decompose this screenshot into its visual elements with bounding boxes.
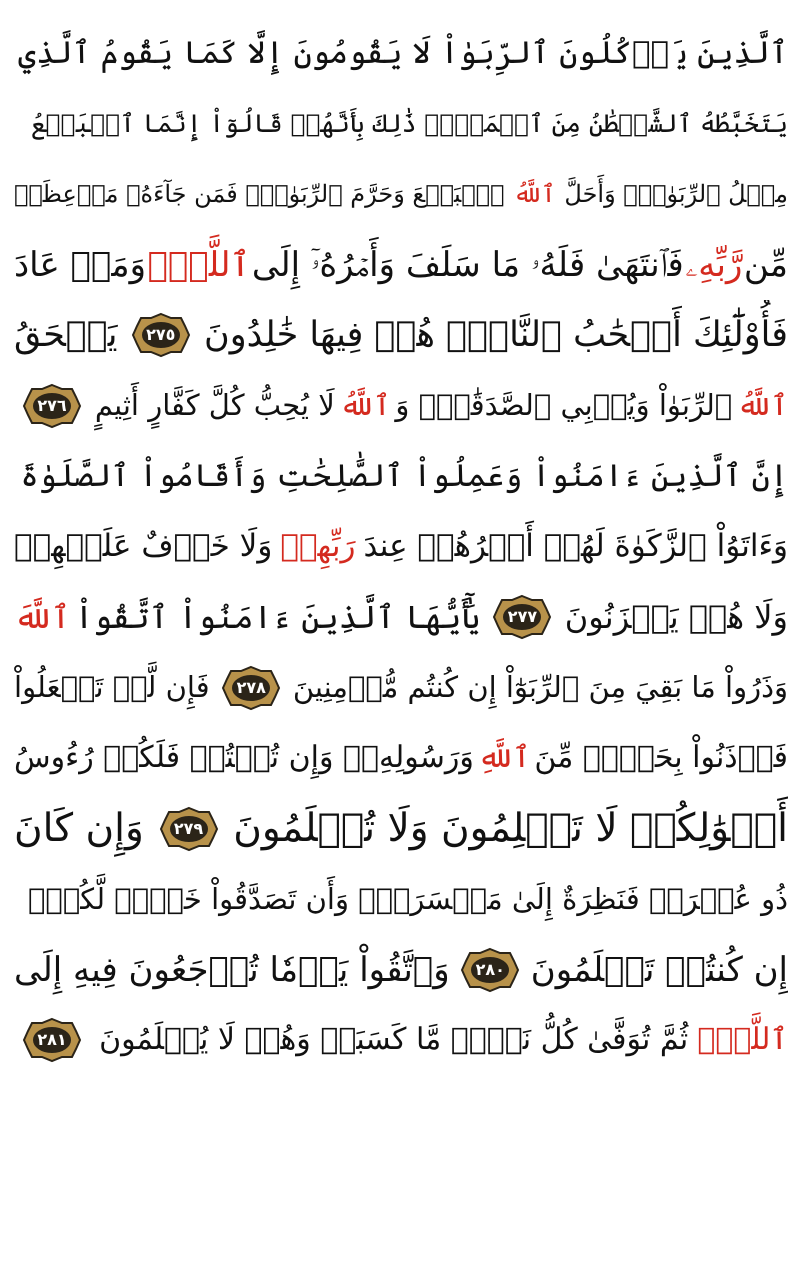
divine-name-text: رَبِّهِمۡ [280, 528, 356, 565]
verse-text: وَلَا خَوۡفٌ عَلَيۡهِمۡ [14, 528, 273, 565]
verse-text: ٱلَّذِينَ يَأۡكُلُونَ ٱلرِّبَوٰاْ لَا يَقُومُونَ إِلَّا كَمَا يَقُومُ ٱلَّذِي [18, 34, 788, 71]
divine-name-text: ٱللَّهُ [339, 388, 391, 423]
verse-line [14, 723, 788, 794]
verse-end-marker [131, 312, 191, 358]
divine-name-text: ٱللَّهِۖ [697, 1022, 788, 1058]
verse-number: ٢٨١ [37, 1030, 67, 1050]
verse-text: مِّن [743, 244, 788, 285]
verse-end-marker [159, 806, 219, 852]
verse-text: لَا يُحِبُّ كُلَّ كَفَّارٍ أَثِيمٍ [94, 388, 335, 423]
verse-text: ٱلرِّبَوٰاْ وَيُرۡبِي ٱلصَّدَقَٰتِۗ وَ [395, 388, 733, 423]
verse-number: ٢٨٠ [475, 959, 505, 979]
verse-text: وَلَا هُمۡ يَحۡزَنُونَ [564, 598, 788, 637]
verse-line [14, 512, 788, 583]
verse-text: إِن كُنتُمۡ تَعۡلَمُونَ [530, 949, 788, 990]
verse-line [14, 935, 788, 1006]
verse-end-marker [492, 594, 552, 640]
verse-line [14, 441, 788, 512]
verse-text: وَإِن كَانَ [14, 806, 144, 852]
verse-line [14, 159, 788, 230]
verse-text: فَٱنتَهَىٰ فَلَهُۥ مَا سَلَفَ وَأَمۡرُهُۥٓ إِلَى [251, 244, 684, 285]
verse-text: فَإِن لَّمۡ تَفۡعَلُواْ [14, 670, 210, 705]
divine-name-text: ٱللَّهِۖ [147, 244, 251, 285]
verse-line [14, 582, 788, 653]
divine-name-text: ٱللَّهُ [737, 388, 788, 423]
verse-line [14, 864, 788, 935]
verse-end-marker [221, 665, 281, 711]
verse-text: يَمۡحَقُ [14, 314, 118, 355]
verse-line [14, 371, 788, 442]
verse-line [14, 1005, 788, 1076]
verse-line [14, 300, 788, 371]
verse-text: أَمۡوَٰلِكُمۡ لَا تَظۡلِمُونَ وَلَا تُظۡلَمُونَ [233, 806, 788, 852]
divine-name-text: ٱللَّهُ [513, 180, 556, 209]
verse-number: ٢٧٨ [236, 677, 266, 697]
verse-text: ذُو عُسۡرَةٖ فَنَظِرَةٌ إِلَىٰ مَيۡسَرَةٖۚ وَأَن تَصَدَّقُواْ خَيۡرٞ لَّكُمۡۖ [28, 881, 788, 916]
verse-text: يَٰٓأَيُّهَا ٱلَّذِينَ ءَامَنُواْ ٱتَّقُواْ [74, 598, 481, 637]
verse-number: ٢٧٩ [173, 818, 204, 838]
verse-end-marker [460, 947, 520, 993]
verse-line [14, 230, 788, 301]
verse-text: وَٱتَّقُواْ يَوۡمٗا تُرۡجَعُونَ فِيهِ إِلَى [14, 949, 450, 990]
verse-lines [14, 18, 788, 1076]
verse-end-marker [22, 1017, 82, 1063]
divine-name-text: ٱللَّهِ [477, 740, 531, 776]
verse-number: ٢٧٧ [507, 607, 538, 627]
verse-number: ٢٧٥ [146, 325, 176, 345]
verse-line [14, 653, 788, 724]
verse-text: وَذَرُواْ مَا بَقِيَ مِنَ ٱلرِّبَوٰٓاْ إِن كُنتُم مُّؤۡمِنِينَ [292, 670, 788, 705]
verse-text: وَرَسُولِهِۦۖ وَإِن تُبۡتُمۡ فَلَكُمۡ رُءُوسُ [14, 740, 474, 776]
verse-line [14, 18, 788, 89]
verse-line [14, 89, 788, 160]
verse-text: مِثۡلُ ٱلرِّبَوٰاْۗ وَأَحَلَّ [564, 180, 788, 209]
divine-name-text: رَّبِّهِۦ [685, 244, 743, 285]
verse-end-marker [22, 383, 82, 429]
verse-text: وَءَاتَوُاْ ٱلزَّكَوٰةَ لَهُمۡ أَجۡرُهُمۡ عِندَ [363, 528, 788, 565]
divine-name-text: ٱللَّهَ [14, 598, 71, 637]
verse-text: يَتَخَبَّطُهُ ٱلشَّيۡطَٰنُ مِنَ ٱلۡمَسِّۚ ذَٰلِكَ بِأَنَّهُمۡ قَالُوٓاْ إِنَّمَا ٱلۡبَيۡعُ [30, 109, 788, 139]
verse-line [14, 794, 788, 865]
verse-text: ثُمَّ تُوَفَّىٰ كُلُّ نَفۡسٖ مَّا كَسَبَتۡ وَهُمۡ لَا يُظۡلَمُونَ [99, 1022, 689, 1058]
verse-text: فَأُوْلَٰٓئِكَ أَصۡحَٰبُ ٱلنَّارِۖ هُمۡ فِيهَا خَٰلِدُونَ [204, 314, 788, 355]
verse-text: إِنَّ ٱلَّذِينَ ءَامَنُواْ وَعَمِلُواْ ٱلصَّٰلِحَٰتِ وَأَقَامُواْ ٱلصَّلَوٰةَ [20, 457, 788, 494]
verse-text: ٱلۡبَيۡعَ وَحَرَّمَ ٱلرِّبَوٰاْۚ فَمَن جَآءَهُۥ مَوۡعِظَةٞ [14, 180, 505, 209]
verse-number: ٢٧٦ [37, 395, 67, 415]
verse-text: وَمَنۡ عَادَ [14, 244, 147, 285]
verse-text: فَأۡذَنُواْ بِحَرۡبٖ مِّنَ [534, 740, 788, 776]
